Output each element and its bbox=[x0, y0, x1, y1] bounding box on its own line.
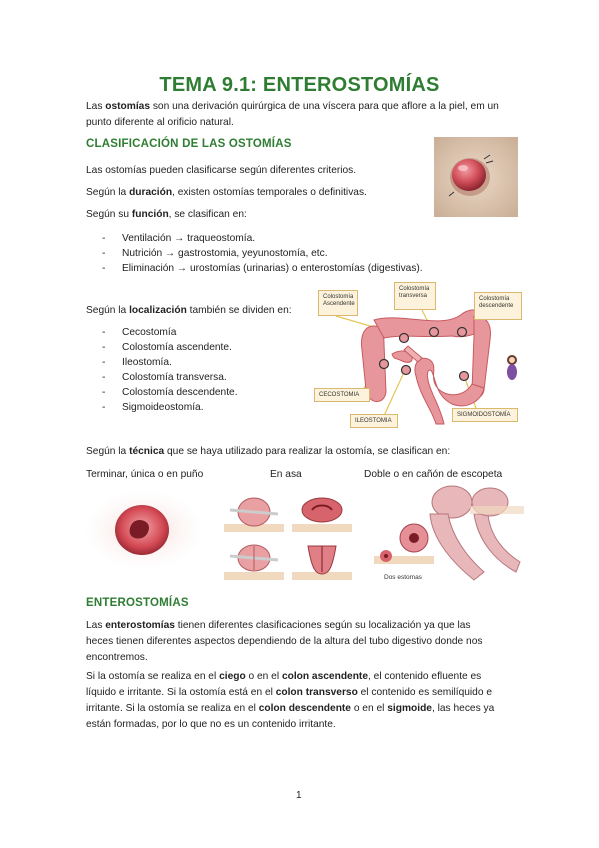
classif-p2: Según la duración, existen ostomías temporales o definitivas. bbox=[86, 187, 367, 198]
terminal-stoma-image bbox=[86, 490, 202, 568]
loop-stoma-images bbox=[220, 490, 356, 584]
double-barrel-stoma-images bbox=[374, 484, 524, 588]
page-number: 1 bbox=[296, 790, 302, 801]
enterostomias-p2: Si la ostomía se realiza en el ciego o en el colon ascendente, el contenido efluente es líquido e irritante. Si la ostomía está en el colon transverso el contenido es semilíquido e irritante. Si la ostomía se realiza en el colon descendente o en el sigmoide, las heces ya están formadas, por lo que no es un contenido irritante. bbox=[86, 671, 495, 730]
list-item: - Ventilación → traqueostomía. bbox=[102, 233, 256, 244]
caption-en-asa: En asa bbox=[270, 469, 302, 480]
list-item: - Colostomía ascendente. bbox=[102, 342, 232, 353]
label-colostomia-transversa: Colostomía transversa bbox=[394, 282, 436, 310]
classif-p4: Según la localización también se dividen en: bbox=[86, 305, 292, 316]
label-ileostomia: ILEOSTOMIA bbox=[350, 414, 398, 428]
label-colostomia-descendente: Colostomía descendente bbox=[474, 292, 522, 320]
list-item: - Nutrición → gastrostomia, yeyunostomía, etc. bbox=[102, 248, 328, 259]
enterostomias-p1: Las enterostomías tienen diferentes clasificaciones según su localización ya que las heces tienen diferentes aspectos dependiendo de la altura del tubo digestivo donde nos encontremos. bbox=[86, 620, 483, 663]
intro-paragraph: Las ostomías son una derivación quirúrgica de una víscera para que aflore a la piel, em un punto diferente al orificio natural. bbox=[86, 101, 499, 128]
funcion-list bbox=[102, 231, 423, 276]
dos-estomas-label: Dos estomas bbox=[384, 574, 422, 581]
list-item: - Eliminación → urostomías (urinarias) o enterostomías (digestivas). bbox=[102, 263, 423, 274]
classif-p1: Las ostomías pueden clasificarse según diferentes criterios. bbox=[86, 165, 357, 176]
label-sigmoidostomia: SIGMOIDOSTOMÍA bbox=[452, 408, 518, 422]
label-colostomia-ascendente: Colostomía Ascendente bbox=[318, 290, 358, 316]
stoma-photo bbox=[434, 137, 518, 217]
caption-terminal: Terminar, única o en puño bbox=[86, 469, 204, 480]
colon-diagram bbox=[312, 280, 526, 436]
localizacion-list bbox=[102, 325, 238, 415]
page-title: TEMA 9.1: ENTEROSTOMÍAS bbox=[159, 74, 440, 96]
section-heading-clasificacion: CLASIFICACIÓN DE LAS OSTOMÍAS bbox=[86, 138, 292, 150]
caption-doble: Doble o en cañón de escopeta bbox=[364, 469, 503, 480]
list-item: - Ileostomía. bbox=[102, 357, 172, 368]
label-cecostomia: CECOSTOMIA bbox=[314, 388, 370, 402]
list-item: - Colostomía descendente. bbox=[102, 387, 238, 398]
list-item: - Colostomía transversa. bbox=[102, 372, 227, 383]
list-item: - Cecostomía bbox=[102, 327, 177, 338]
list-item: - Sigmoideostomía. bbox=[102, 402, 204, 413]
classif-p3: Según su función, se clasifican en: bbox=[86, 209, 247, 220]
classif-p5: Según la técnica que se haya utilizado para realizar la ostomía, se clasifican en: bbox=[86, 446, 451, 457]
section-heading-enterostomias: ENTEROSTOMÍAS bbox=[86, 597, 189, 609]
